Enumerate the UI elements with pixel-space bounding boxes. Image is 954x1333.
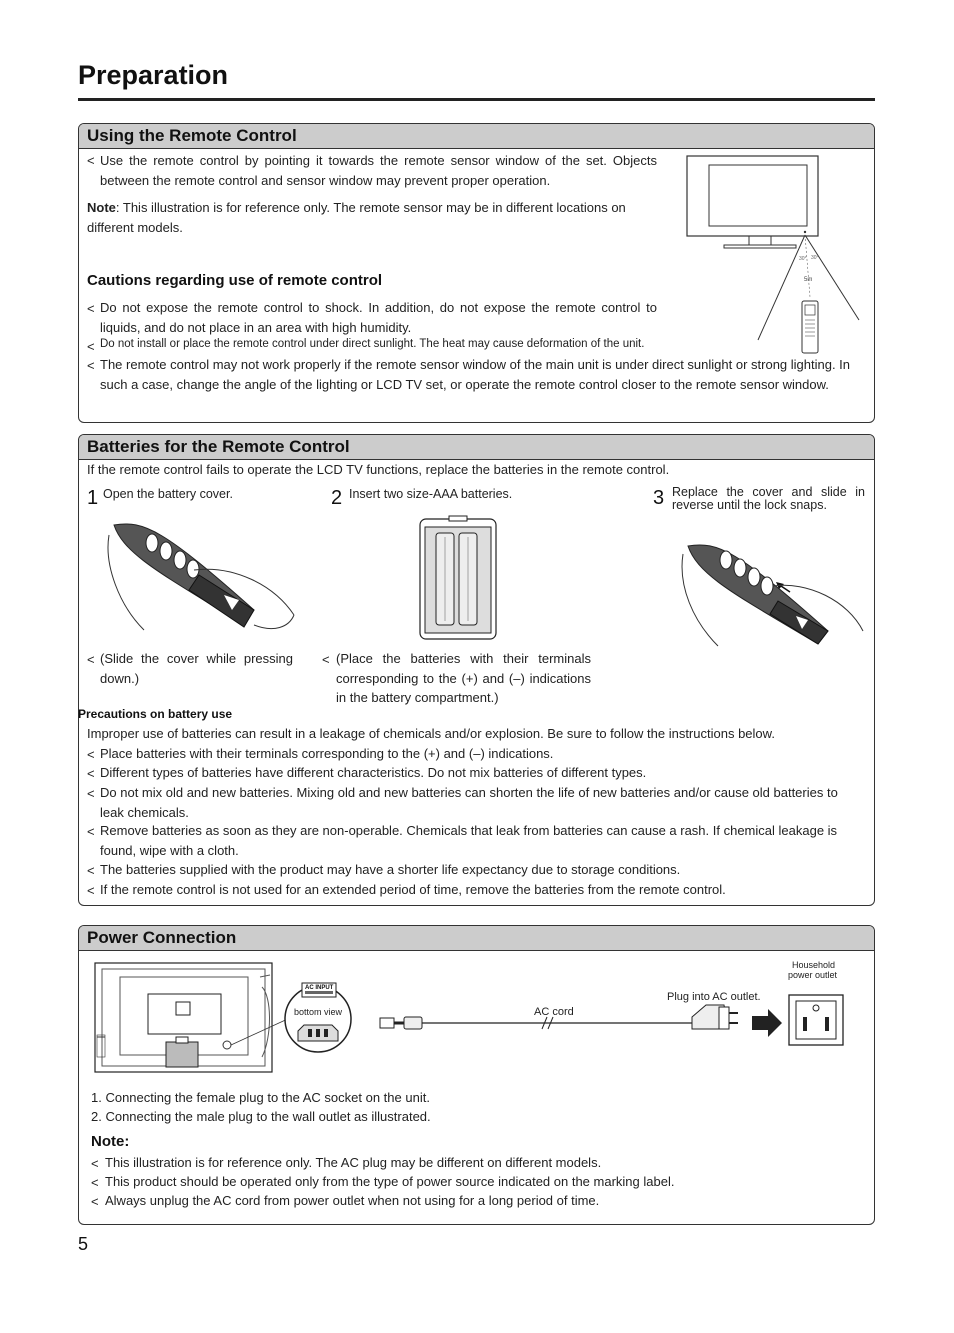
precaution-item: Place batteries with their terminals corresponding to the (+) and (–) indications. xyxy=(100,746,554,761)
insert-batteries-illustration xyxy=(419,515,499,640)
power-note-item: This product should be operated only from the type of power source indicated on the marking label. xyxy=(105,1174,675,1189)
power-step: 2. Connecting the male plug to the wall outlet as illustrated. xyxy=(91,1109,431,1124)
power-note-heading: Note: xyxy=(91,1133,130,1150)
power-note-item: This illustration is for reference only. The AC plug may be different on different models. xyxy=(105,1155,602,1170)
step-number: 3 xyxy=(653,487,665,509)
note-label: Note xyxy=(87,200,116,215)
step-text: Open the battery cover. xyxy=(103,487,233,501)
bullet-glyph: < xyxy=(87,153,95,168)
step-number: 2 xyxy=(331,487,343,509)
remote-intro-text: Use the remote control by pointing it towards the remote sensor window of the set. Objects between the remote control and sensor window may prevent proper operation. xyxy=(100,153,657,188)
precautions-heading: Precautions on battery use xyxy=(78,707,233,721)
bullet-glyph: < xyxy=(87,358,95,373)
battery-intro: If the remote control fails to operate the LCD TV functions, replace the batteries in the remote control. xyxy=(87,462,670,477)
bullet-glyph: < xyxy=(87,863,95,878)
power-section-heading: Power Connection xyxy=(79,926,874,951)
open-cover-illustration xyxy=(104,515,304,635)
ac-cord-label: AC cord xyxy=(534,1006,574,1018)
bullet-glyph: < xyxy=(87,339,95,354)
step-note: (Slide the cover while pressing down.) xyxy=(100,651,293,686)
remote-note xyxy=(87,198,657,237)
remote-section-heading: Using the Remote Control xyxy=(79,124,874,149)
bullet-glyph: < xyxy=(87,883,95,898)
ac-input-label: AC INPUT xyxy=(305,985,334,991)
bullet-glyph: < xyxy=(91,1194,99,1209)
step-text: Insert two size-AAA batteries. xyxy=(349,487,513,501)
precaution-item: If the remote control is not used for an extended period of time, remove the batteries from the remote control. xyxy=(100,882,726,897)
title-underline xyxy=(78,98,875,101)
outlet-label-2: power outlet xyxy=(788,970,838,980)
bullet-glyph: < xyxy=(87,786,95,801)
precaution-item: Remove batteries as soon as they are non-operable. Chemicals that leak from batteries can cause a rash. If chemical leakage is found, wipe with a cloth. xyxy=(100,823,838,858)
precaution-item: Different types of batteries have different characteristics. Do not mix batteries of different types. xyxy=(100,765,647,780)
bullet-glyph: < xyxy=(87,824,95,839)
step-number: 1 xyxy=(87,487,99,509)
caution-item: Do not install or place the remote control under direct sunlight. The heat may cause deformation of the unit. xyxy=(100,338,645,350)
distance-label: 5m xyxy=(804,277,813,283)
caution-item: The remote control may not work properly if the remote sensor window of the main unit is under direct sunlight or strong lighting. In such a case, change the angle of the lighting or LCD TV set, or operate the remote control closer to the remote sensor window. xyxy=(100,357,851,392)
page-number: 5 xyxy=(78,1234,89,1254)
bullet-glyph: < xyxy=(87,747,95,762)
bullet-glyph: < xyxy=(87,652,95,667)
plug-label: Plug into AC outlet. xyxy=(667,991,761,1003)
outlet-label-1: Household xyxy=(792,960,836,970)
bullet-glyph: < xyxy=(322,652,330,667)
note-text: : This illustration is for reference only. The remote sensor may be in different locations on different models. xyxy=(87,200,626,235)
replace-cover-illustration xyxy=(678,536,868,651)
power-connection-diagram xyxy=(92,957,852,1077)
battery-section-heading: Batteries for the Remote Control xyxy=(79,435,874,460)
bullet-glyph: < xyxy=(87,301,95,316)
precaution-item: Do not mix old and new batteries. Mixing old and new batteries can shorten the life of new batteries and/or cause old batteries to leak chemicals. xyxy=(100,785,838,820)
step-text: Replace the cover and slide in reverse until the lock snaps. xyxy=(672,485,865,512)
bullet-glyph: < xyxy=(87,766,95,781)
bullet-glyph: < xyxy=(91,1156,99,1171)
page-title: Preparation xyxy=(78,60,229,90)
bottom-view-label: bottom view xyxy=(294,1007,343,1017)
power-note-item: Always unplug the AC cord from power outlet when not using for a long period of time. xyxy=(105,1193,600,1208)
remote-sensor-diagram xyxy=(686,155,866,365)
precautions-intro: Improper use of batteries can result in a leakage of chemicals and/or explosion. Be sure to follow the instructions below. xyxy=(87,726,775,741)
angle-right-label: 30° xyxy=(811,255,819,261)
power-step: 1. Connecting the female plug to the AC socket on the unit. xyxy=(91,1090,430,1105)
bullet-glyph: < xyxy=(91,1175,99,1190)
cautions-heading: Cautions regarding use of remote control xyxy=(87,272,383,289)
step-note: (Place the batteries with their terminals corresponding to the (+) and (–) indications in the battery compartment.) xyxy=(336,651,591,705)
caution-item: Do not expose the remote control to shock. In addition, do not expose the remote control to liquids, and do not place in an area with high humidity. xyxy=(100,300,657,335)
angle-left-label: 30° xyxy=(799,256,807,262)
precaution-item: The batteries supplied with the product may have a shorter life expectancy due to storage conditions. xyxy=(100,862,681,877)
